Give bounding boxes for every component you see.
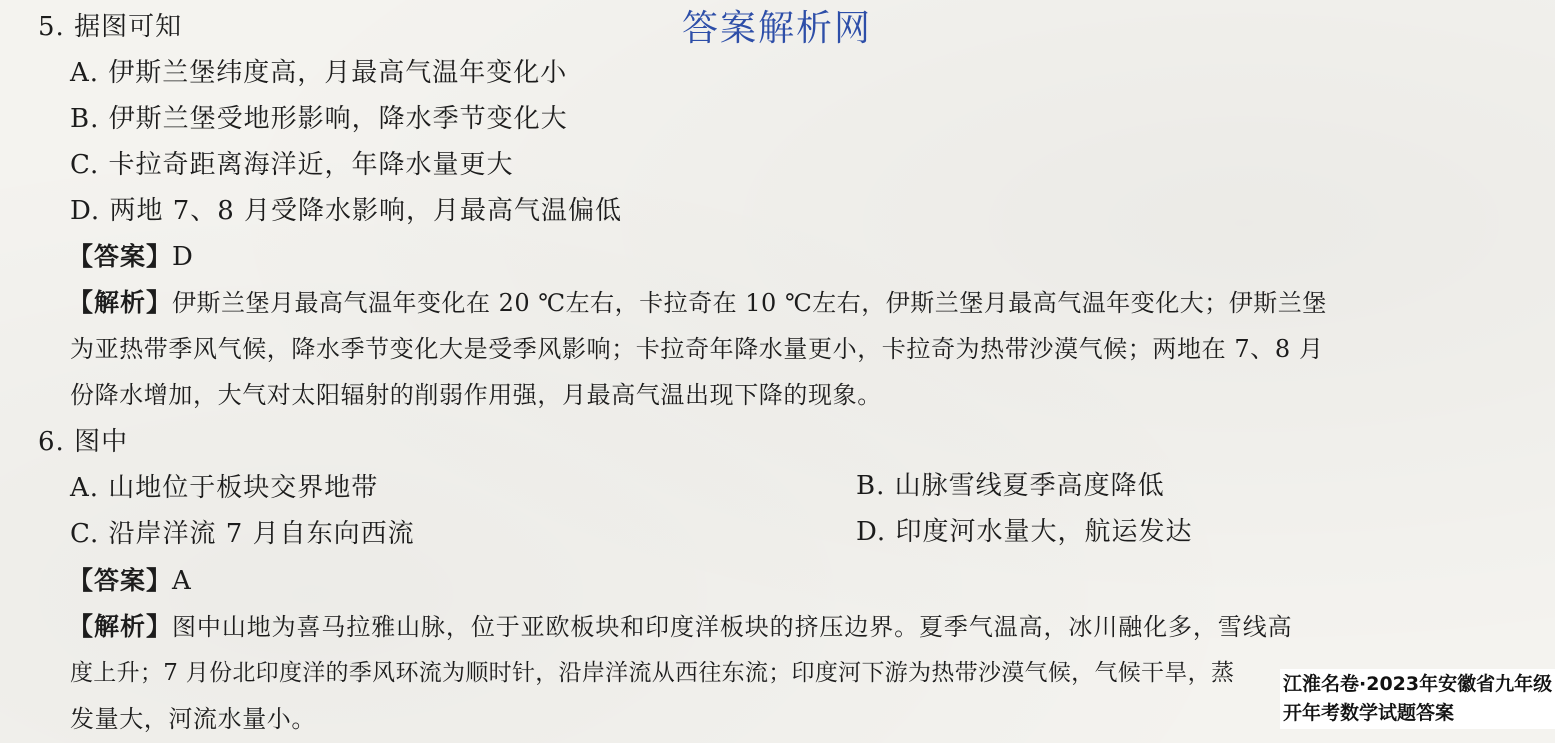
q6-option-c: C. 沿岸洋流 7 月自东向西流 [70, 519, 415, 549]
q5-analysis-label: 【解析】 [68, 288, 173, 317]
q5-answer [68, 240, 194, 274]
q6-analysis-label: 【解析】 [68, 612, 173, 641]
q5-option-c: C. 卡拉奇距离海洋近，年降水量更大 [70, 150, 514, 180]
q5-analysis-text-1: 伊斯兰堡月最高气温年变化在 20 ℃左右，卡拉奇在 10 ℃左右，伊斯兰堡月最高气温年变化大；伊斯兰堡 [172, 289, 1327, 317]
bleed-through-texture [880, 90, 1380, 126]
q6-analysis-text-1: 图中山地为喜马拉雅山脉，位于亚欧板块和印度洋板块的挤压边界。夏季气温高，冰川融化多，雪线高 [172, 613, 1293, 641]
q5-answer-value: D [172, 242, 194, 272]
q5-analysis-line-3: 份降水增加，大气对太阳辐射的削弱作用强，月最高气温出现下降的现象。 [70, 381, 882, 409]
q6-answer-label: 【答案】 [68, 566, 173, 595]
q6-answer-value: A [172, 566, 192, 596]
q5-option-b: B. 伊斯兰堡受地形影响，降水季节变化大 [70, 104, 568, 134]
q6-stem: 6. 图中 [38, 427, 129, 457]
q5-analysis-line-1 [68, 286, 1327, 320]
q6-option-b: B. 山脉雪线夏季高度降低 [856, 471, 1165, 501]
q6-option-a: A. 山地位于板块交界地带 [70, 473, 379, 503]
q6-option-d: D. 印度河水量大，航运发达 [856, 517, 1193, 547]
q5-answer-label: 【答案】 [68, 242, 173, 271]
q6-analysis-line-2: 度上升；7 月份北印度洋的季风环流为顺时针，沿岸洋流从西往东流；印度河下游为热带沙漠气候，气候干旱，蒸 [70, 660, 1235, 686]
q6-analysis-line-1 [68, 610, 1293, 644]
q6-analysis-line-3: 发量大，河流水量小。 [70, 705, 316, 733]
watermark-top: 答案解析网 [682, 8, 873, 49]
q5-option-a: A. 伊斯兰堡纬度高，月最高气温年变化小 [70, 58, 568, 88]
q5-stem: 5. 据图可知 [38, 12, 183, 42]
q5-analysis-line-2: 为亚热带季风气候，降水季节变化大是受季风影响；卡拉奇年降水量更小，卡拉奇为热带沙漠气候；两地在 7、8 月 [70, 335, 1324, 363]
q6-answer [68, 564, 192, 598]
watermark-bottom: 江淮名卷·2023年安徽省九年级开年考数学试题答案 [1280, 669, 1555, 729]
q5-option-d: D. 两地 7、8 月受降水影响，月最高气温偏低 [70, 196, 623, 226]
